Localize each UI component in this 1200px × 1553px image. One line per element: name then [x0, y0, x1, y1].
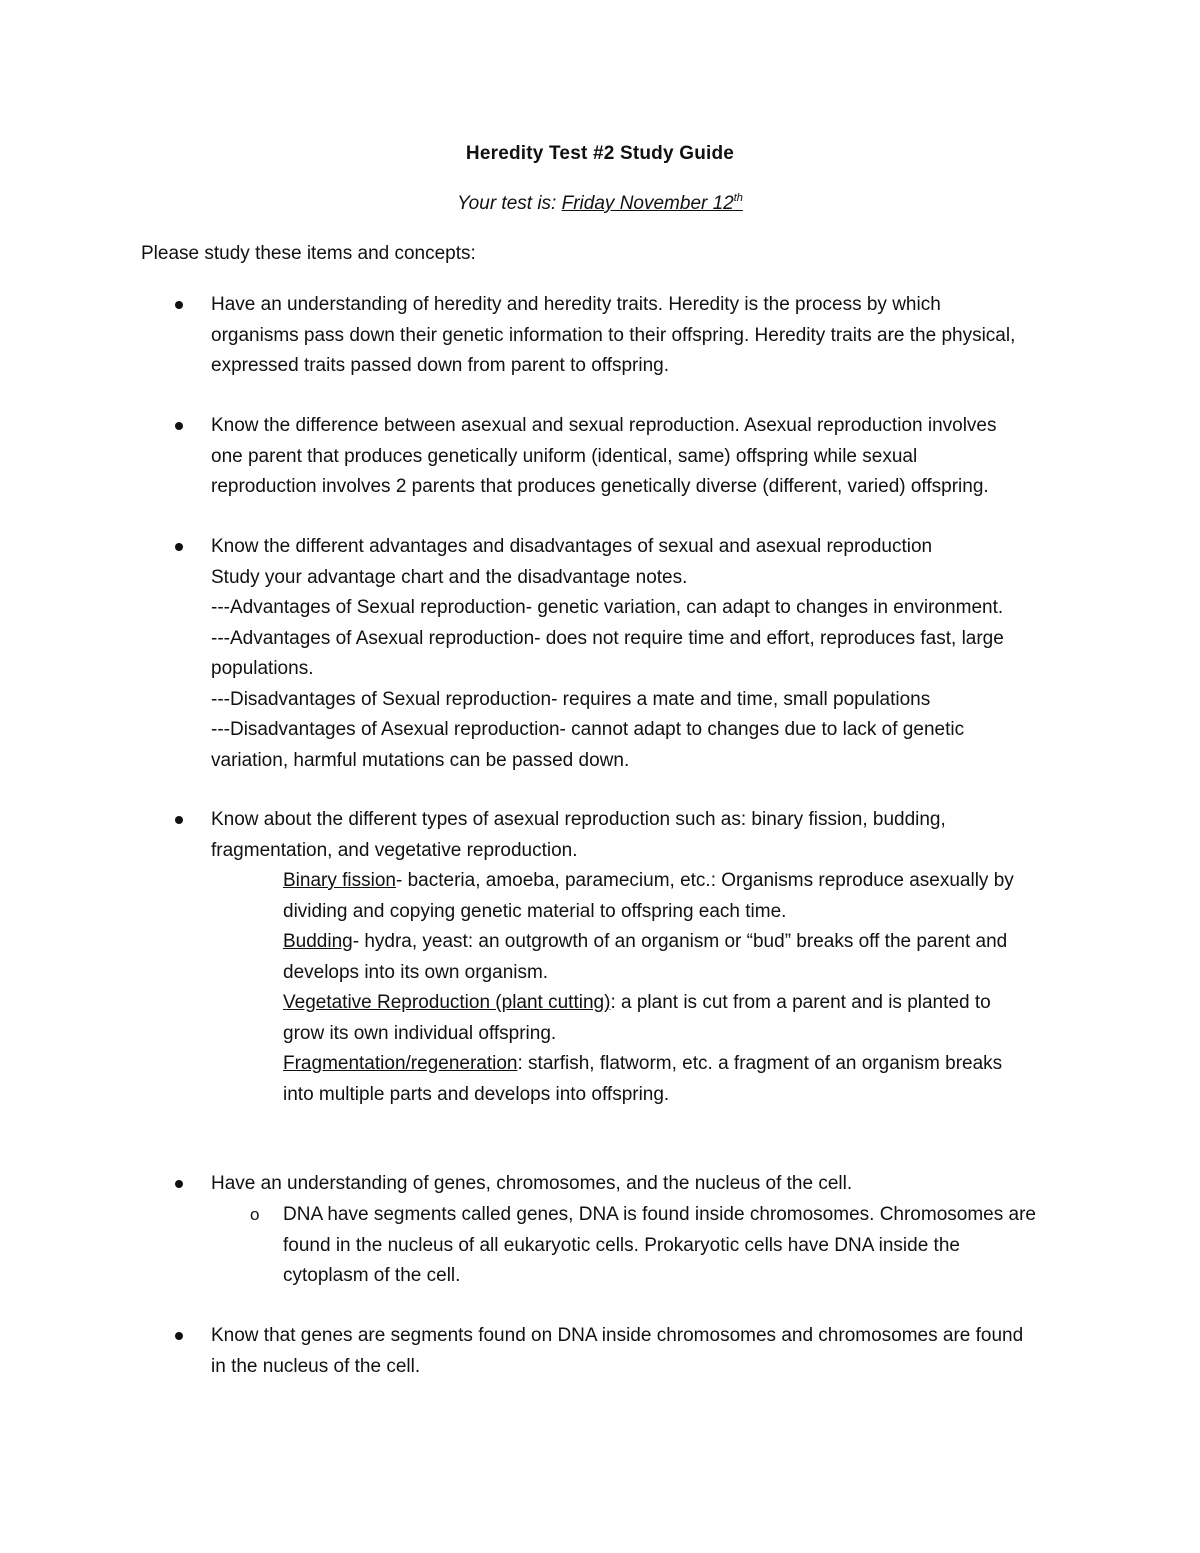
list-item-line: Know the different advantages and disadvantages of sexual and asexual reproduction [211, 536, 933, 557]
type-description: - hydra, yeast: an outgrowth of an organism or “bud” breaks off the parent and [352, 931, 1008, 952]
list-item-line: reproduction involves 2 parents that produces genetically diverse (different, varied) offspring. [211, 476, 989, 497]
type-description: : a plant is cut from a parent and is planted to [610, 992, 991, 1013]
bullet-marker [175, 1169, 185, 1179]
sub-list-item-line: cytoplasm of the cell. [283, 1265, 461, 1286]
type-description-line: develops into its own organism. [283, 961, 549, 983]
list-item [211, 532, 1071, 776]
list-item-line: Have an understanding of heredity and heredity traits. Heredity is the process by which [211, 294, 941, 315]
sub-bullet-marker: o [250, 1205, 260, 1224]
test-date-prefix: Your test is: [457, 193, 557, 214]
list-item-line: expressed traits passed down from parent to offspring. [211, 355, 670, 376]
bullet-dot-icon [175, 816, 183, 824]
bullet-dot-icon [175, 1332, 183, 1340]
type-budding [283, 927, 1073, 958]
type-description-line: grow its own individual offspring. [283, 1022, 557, 1044]
test-date [562, 193, 743, 214]
sub-list-item-line: DNA have segments called genes, DNA is found inside chromosomes. Chromosomes are [283, 1204, 1036, 1225]
sub-list-item-line: found in the nucleus of all eukaryotic cells. Prokaryotic cells have DNA inside the [283, 1234, 960, 1256]
type-term: Fragmentation/regeneration [283, 1053, 518, 1074]
list-item-line: ---Advantages of Asexual reproduction- does not require time and effort, reproduces fast, large [211, 627, 1004, 649]
type-term: Vegetative Reproduction (plant cutting) [283, 992, 611, 1013]
bullet-dot-icon [175, 543, 183, 551]
list-item-line: variation, harmful mutations can be passed down. [211, 749, 630, 771]
list-item-line: ---Disadvantages of Sexual reproduction- requires a mate and time, small populations [211, 688, 931, 710]
list-item [211, 805, 1071, 866]
list-item-line: in the nucleus of the cell. [211, 1355, 421, 1377]
type-description: - bacteria, amoeba, paramecium, etc.: Organisms reproduce asexually by [396, 870, 1014, 891]
list-item-line: Know the difference between asexual and sexual reproduction. Asexual reproduction involves [211, 415, 997, 436]
type-term: Binary fission [283, 870, 396, 891]
type-description-line: into multiple parts and develops into offspring. [283, 1083, 670, 1105]
list-item-line: populations. [211, 658, 314, 679]
test-date-suffix: th [733, 192, 743, 204]
intro-text: Please study these items and concepts: [141, 243, 476, 264]
bullet-dot-icon [175, 422, 183, 430]
bullet-marker [175, 1321, 185, 1331]
list-item-line: Study your advantage chart and the disadvantage notes. [211, 566, 688, 588]
type-description-line: dividing and copying genetic material to offspring each time. [283, 900, 787, 922]
list-item [211, 411, 1071, 503]
type-term: Budding [283, 931, 353, 952]
type-description: : starfish, flatworm, etc. a fragment of an organism breaks [517, 1053, 1003, 1074]
test-date-line [0, 193, 1200, 215]
list-item-line: organisms pass down their genetic information to their offspring. Heredity traits are the physical, [211, 324, 1016, 346]
test-date-value: Friday November 12 [561, 193, 734, 214]
type-vegetative-reproduction [283, 988, 1073, 1019]
document-title: Heredity Test #2 Study Guide [465, 143, 735, 164]
list-item [211, 290, 1071, 382]
type-binary-fission [283, 866, 1073, 897]
list-item-line: ---Advantages of Sexual reproduction- genetic variation, can adapt to changes in environment. [211, 597, 1004, 618]
asexual-types-block [283, 866, 1073, 1110]
list-item [211, 1169, 1071, 1200]
list-item-line: Know about the different types of asexual reproduction such as: binary fission, budding, [211, 809, 946, 830]
bullet-dot-icon [175, 1180, 183, 1188]
list-item-line: fragmentation, and vegetative reproduction. [211, 839, 578, 861]
bullet-marker [175, 290, 185, 300]
list-item-line: Know that genes are segments found on DNA inside chromosomes and chromosomes are found [211, 1325, 1024, 1346]
sub-list-item [283, 1200, 1073, 1292]
bullet-marker [175, 411, 185, 421]
type-fragmentation [283, 1049, 1073, 1080]
list-item [211, 1321, 1071, 1382]
bullet-marker [175, 532, 185, 542]
list-item-line: ---Disadvantages of Asexual reproduction- cannot adapt to changes due to lack of genetic [211, 719, 965, 740]
bullet-marker [175, 805, 185, 815]
bullet-dot-icon [175, 301, 183, 309]
list-item-line: Have an understanding of genes, chromosomes, and the nucleus of the cell. [211, 1173, 853, 1194]
list-item-line: one parent that produces genetically uniform (identical, same) offspring while sexual [211, 445, 918, 467]
